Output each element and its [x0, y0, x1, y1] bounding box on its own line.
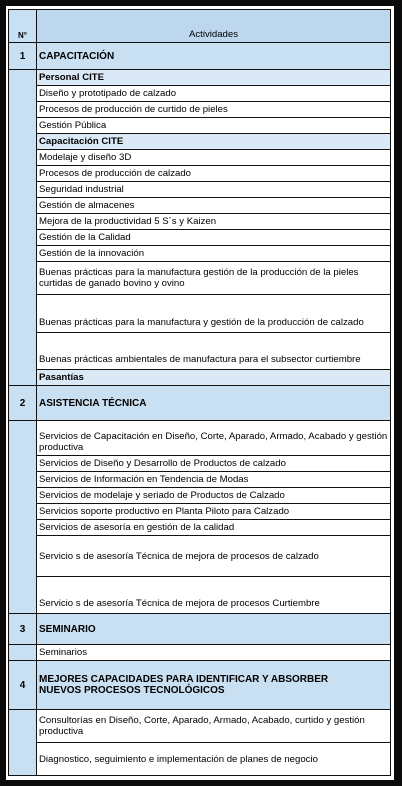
table-row	[9, 182, 391, 198]
group-heading: Pasantías	[37, 370, 391, 386]
document-page	[6, 6, 394, 780]
section-number: 2	[9, 386, 37, 421]
row-text: Servicios de Diseño y Desarrollo de Productos de calzado	[37, 456, 391, 472]
table-row	[9, 456, 391, 472]
table-row	[9, 645, 391, 661]
table-row	[9, 198, 391, 214]
table-row	[9, 536, 391, 577]
table-row	[9, 333, 391, 370]
table-row	[9, 262, 391, 295]
table-row	[9, 102, 391, 118]
row-text: Buenas prácticas para la manufactura gestión de la producción de la pieles curtidas de ganado bovino y ovino	[37, 262, 391, 295]
row-text: Buenas prácticas ambientales de manufactura para el subsector curtiembre	[37, 333, 391, 370]
row-text: Servicios de Capacitación en Diseño, Corte, Aparado, Armado, Acabado y gestión productiva	[37, 421, 391, 456]
table-row	[9, 710, 391, 743]
table-row	[9, 86, 391, 102]
row-text: Buenas prácticas para la manufactura y gestión de la producción de calzado	[37, 295, 391, 333]
section-band	[9, 645, 37, 661]
section-number: 3	[9, 614, 37, 645]
table-row	[9, 166, 391, 182]
row-text: Seminarios	[37, 645, 391, 661]
section-title: ASISTENCIA TÉCNICA	[37, 386, 391, 421]
table-row	[9, 577, 391, 614]
table-row	[9, 246, 391, 262]
section-band	[9, 421, 37, 614]
section-band	[9, 710, 37, 776]
row-text: Gestión de la innovación	[37, 246, 391, 262]
table-row	[9, 472, 391, 488]
section-title: MEJORES CAPACIDADES PARA IDENTIFICAR Y ABSORBER NUEVOS PROCESOS TECNOLÓGICOS	[37, 661, 391, 710]
section-row	[9, 661, 391, 710]
row-text: Gestión Pública	[37, 118, 391, 134]
row-text: Servicios de asesoría en gestión de la calidad	[37, 520, 391, 536]
table-row	[9, 504, 391, 520]
header-activities: Actividades	[37, 10, 391, 43]
section-band	[9, 70, 37, 386]
group-heading: Personal CITE	[37, 70, 391, 86]
row-text: Modelaje y diseño 3D	[37, 150, 391, 166]
group-heading: Capacitación CITE	[37, 134, 391, 150]
table-row	[9, 743, 391, 776]
section-row	[9, 386, 391, 421]
row-text: Servicios de modelaje y seriado de Productos de Calzado	[37, 488, 391, 504]
section-row	[9, 43, 391, 70]
table-row	[9, 488, 391, 504]
row-text: Procesos de producción de calzado	[37, 166, 391, 182]
section-number: 4	[9, 661, 37, 710]
table-row	[9, 134, 391, 150]
row-text: Servicios soporte productivo en Planta Piloto para Calzado	[37, 504, 391, 520]
row-text: Servicios de Información en Tendencia de Modas	[37, 472, 391, 488]
table-row	[9, 520, 391, 536]
section-row	[9, 614, 391, 645]
row-text: Seguridad industrial	[37, 182, 391, 198]
row-text: Mejora de la productividad 5 S´s y Kaizen	[37, 214, 391, 230]
section-title: CAPACITACIÓN	[37, 43, 391, 70]
table-row	[9, 370, 391, 386]
row-text: Diagnostico, seguimiento e implementación de planes de negocio	[37, 743, 391, 776]
row-text: Servicio s de asesoría Técnica de mejora de procesos de calzado	[37, 536, 391, 577]
row-text: Procesos de producción de curtido de pieles	[37, 102, 391, 118]
row-text: Gestión de la Calidad	[37, 230, 391, 246]
table-row	[9, 118, 391, 134]
row-text: Gestión de almacenes	[37, 198, 391, 214]
section-number: 1	[9, 43, 37, 70]
table-header-row	[9, 10, 391, 43]
table-row	[9, 230, 391, 246]
table-row	[9, 421, 391, 456]
header-number: N°	[9, 10, 37, 43]
row-text: Servicio s de asesoría Técnica de mejora de procesos Curtiembre	[37, 577, 391, 614]
row-text: Diseño y prototipado de calzado	[37, 86, 391, 102]
table-row	[9, 295, 391, 333]
table-row	[9, 214, 391, 230]
activities-table	[8, 9, 391, 776]
table-row	[9, 70, 391, 86]
table-row	[9, 150, 391, 166]
section-title: SEMINARIO	[37, 614, 391, 645]
row-text: Consultorías en Diseño, Corte, Aparado, Armado, Acabado, curtido y gestión productiva	[37, 710, 391, 743]
